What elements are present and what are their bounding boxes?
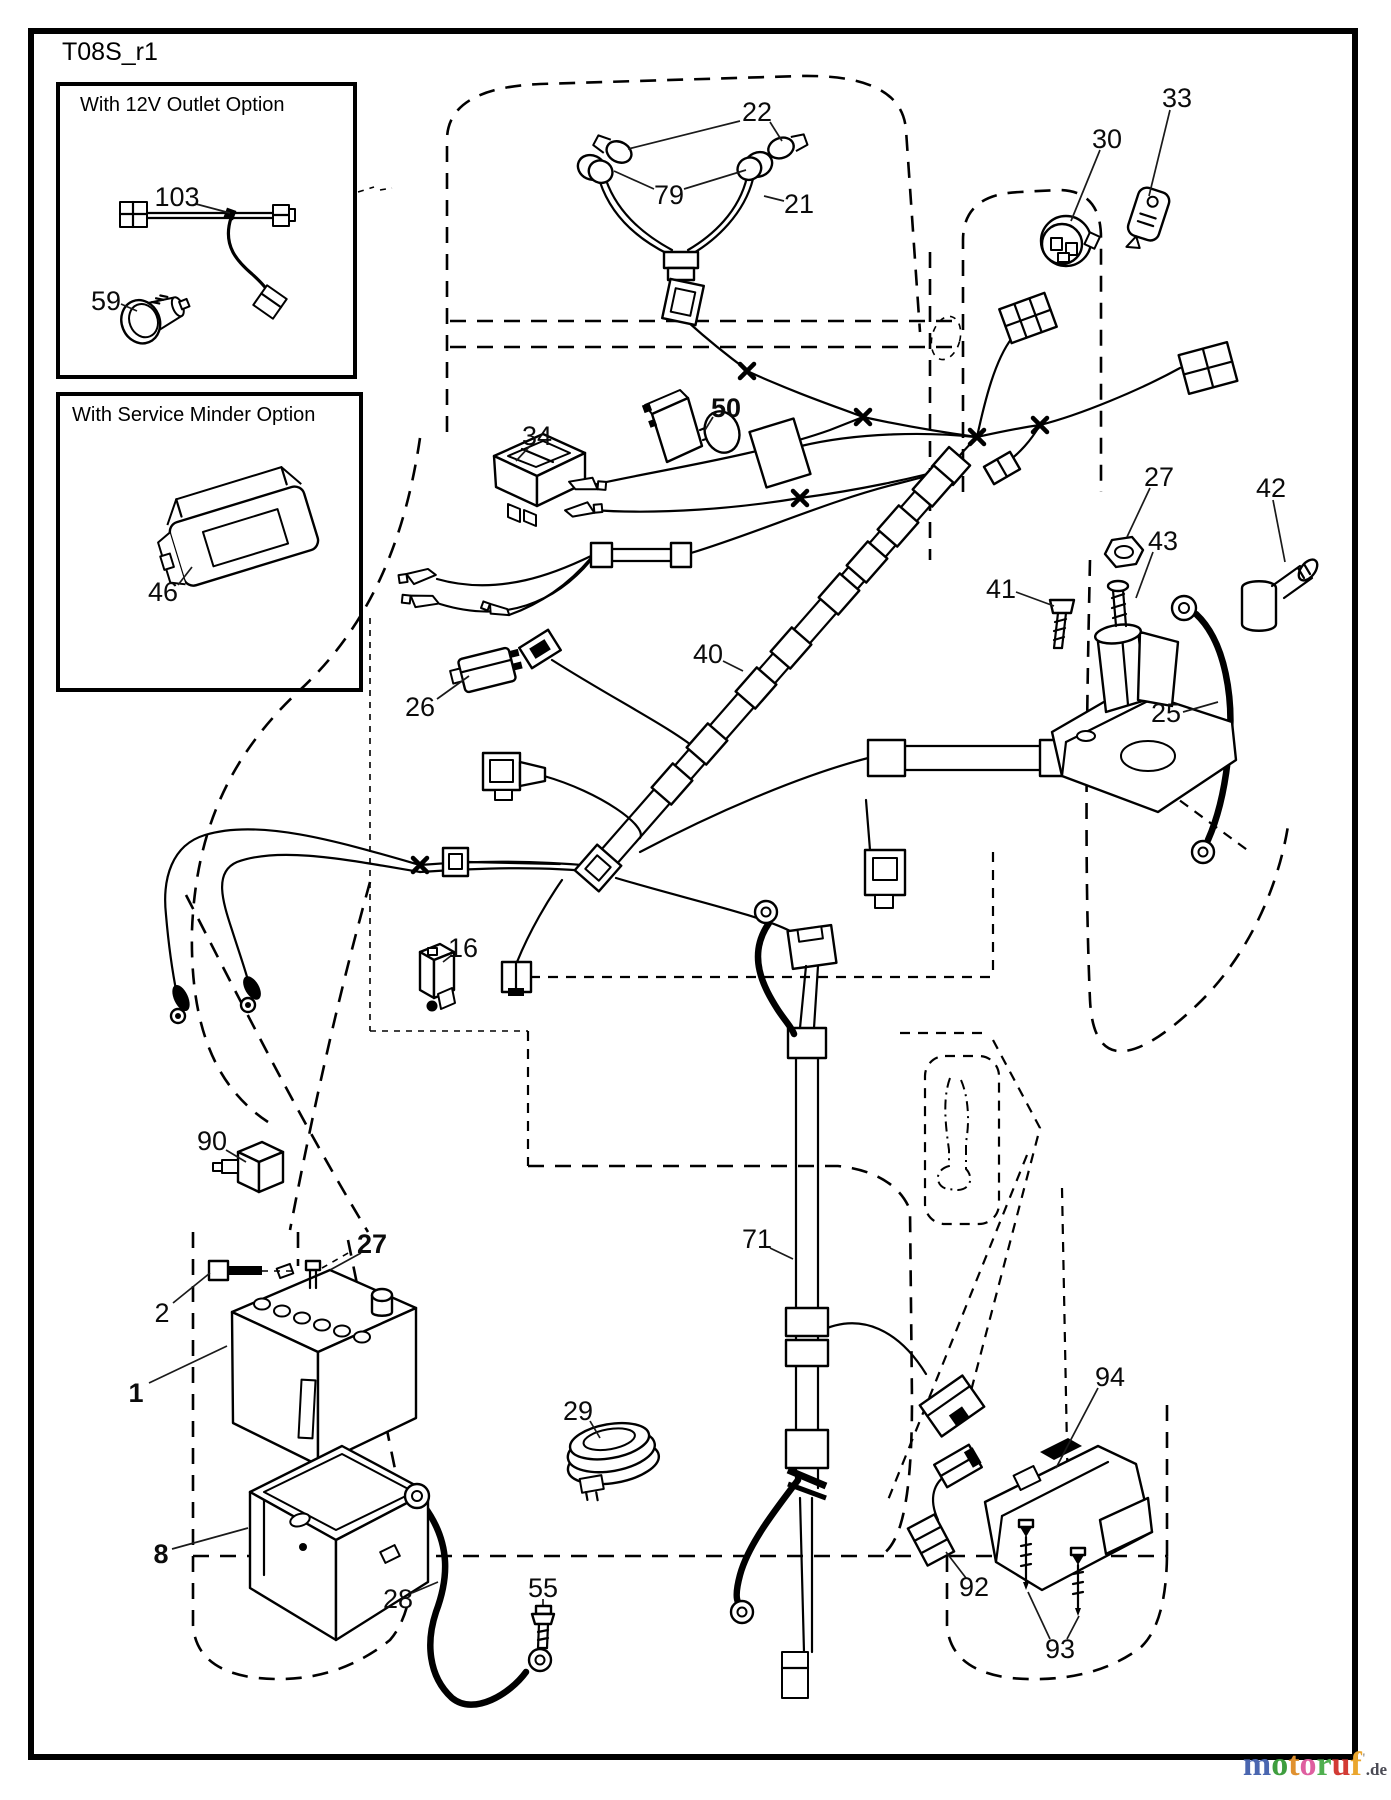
- part-label-1: 1: [128, 1378, 144, 1408]
- relay: [448, 645, 525, 695]
- part-label-90: 90: [196, 1126, 228, 1156]
- part-label-43: 43: [1147, 526, 1179, 556]
- nut-27: [1105, 537, 1143, 567]
- harness-sleeve: [664, 252, 698, 268]
- spade-terminal: [398, 568, 436, 586]
- outlet-socket-59: [115, 282, 196, 349]
- part-label-42: 42: [1255, 473, 1287, 503]
- connector-block: [502, 962, 531, 996]
- boot-terminal: [169, 973, 265, 1023]
- part-label-34: 34: [521, 421, 553, 451]
- service-minder-module: [146, 463, 321, 593]
- leader-line-79: [614, 171, 654, 189]
- watermark-letter: o: [1271, 1746, 1289, 1783]
- connector-with-plug: [483, 753, 545, 800]
- bolt-41: [1050, 600, 1074, 648]
- part-label-79: 79: [653, 180, 685, 210]
- part-label-27: 27: [356, 1229, 388, 1259]
- inline-connector: [591, 543, 691, 567]
- loom-end-connector: [575, 845, 621, 892]
- bolt-55: [532, 1606, 554, 1648]
- bulb-22-right: [765, 130, 808, 162]
- diagram-code: T08S_r1: [62, 38, 158, 66]
- leader-line-33: [1149, 110, 1170, 196]
- part-label-28: 28: [382, 1584, 414, 1614]
- loom-ground-lead: [737, 1480, 798, 1602]
- part-label-103: 103: [154, 182, 200, 212]
- part-label-16: 16: [447, 933, 479, 963]
- watermark-suffix: .de: [1365, 1760, 1387, 1779]
- components: [115, 130, 1321, 1671]
- part-label-94: 94: [1094, 1362, 1126, 1392]
- watermark-letter: r: [1316, 1746, 1332, 1783]
- option-box-12v: [58, 84, 355, 377]
- part-label-50: 50: [710, 393, 742, 423]
- main-harness-loom: [575, 447, 970, 891]
- battery-bolt-27: [306, 1261, 320, 1270]
- part-label-46: 46: [147, 577, 179, 607]
- part-label-27: 27: [1143, 462, 1175, 492]
- leader-line-27: [1127, 488, 1150, 537]
- part-label-59: 59: [90, 286, 122, 316]
- part-label-25: 25: [1150, 698, 1182, 728]
- part-label-55: 55: [527, 1573, 559, 1603]
- connector-square: [443, 848, 468, 876]
- terminal-boot-42: [1242, 556, 1321, 631]
- option-box-title-12v: With 12V Outlet Option: [80, 94, 285, 116]
- watermark-letter: f: [1350, 1746, 1362, 1783]
- watermark-letter: m: [1242, 1746, 1272, 1783]
- ground-cable-28: [424, 1506, 526, 1705]
- spade-terminal: [565, 501, 603, 517]
- part-label-8: 8: [153, 1539, 169, 1569]
- watermark: [1243, 1748, 1387, 1782]
- horn: [561, 1416, 664, 1504]
- leader-line-103: [196, 204, 230, 213]
- harness-tag: [750, 419, 811, 488]
- connector-2x3: [999, 293, 1056, 343]
- headlight-connector: [662, 279, 704, 325]
- part-label-71: 71: [741, 1224, 773, 1254]
- leader-line-22: [628, 121, 740, 149]
- leader-line-2: [173, 1273, 210, 1303]
- part-label-41: 41: [985, 574, 1017, 604]
- headlight-harness: [574, 130, 809, 325]
- spade-terminal: [401, 593, 439, 610]
- leader-line-42: [1273, 500, 1285, 562]
- leader-line-41: [1016, 592, 1054, 606]
- part-label-29: 29: [562, 1396, 594, 1426]
- part-label-2: 2: [154, 1298, 170, 1328]
- watermark-letter: t: [1288, 1746, 1300, 1783]
- connector-92-block: [934, 1444, 983, 1488]
- battery-terminal: [372, 1289, 392, 1316]
- leader-line-93: [1028, 1592, 1050, 1639]
- solenoid: [1052, 581, 1236, 812]
- part-label-30: 30: [1091, 124, 1123, 154]
- rear-harness-loom: [782, 1028, 828, 1698]
- watermark-tick: ': [1361, 1751, 1366, 1767]
- leader-line-40: [723, 661, 743, 671]
- part-label-33: 33: [1161, 83, 1193, 113]
- ignition-key: [1122, 185, 1172, 255]
- part-label-40: 40: [692, 639, 724, 669]
- ignition-switch: [1041, 216, 1100, 266]
- spade-terminal: [480, 600, 511, 619]
- part-label-26: 26: [404, 692, 436, 722]
- loom-top-fittings: [755, 901, 836, 1028]
- leader-line-8: [172, 1528, 248, 1549]
- part-label-21: 21: [783, 189, 815, 219]
- control-module-94: [985, 1438, 1152, 1590]
- leader-line-1: [149, 1346, 227, 1383]
- part-label-93: 93: [1044, 1634, 1076, 1664]
- watermark-letter: o: [1299, 1746, 1317, 1783]
- leader-line-21: [764, 196, 784, 201]
- connector-tilted: [920, 1376, 984, 1437]
- option-box-title-service-minder: With Service Minder Option: [72, 404, 316, 426]
- leader-line-71: [770, 1248, 793, 1259]
- part-label-22: 22: [741, 97, 773, 127]
- connector-2x2: [1179, 342, 1238, 394]
- part-label-92: 92: [958, 1572, 990, 1602]
- leader-line-79: [684, 170, 746, 189]
- watermark-letter: u: [1331, 1746, 1351, 1783]
